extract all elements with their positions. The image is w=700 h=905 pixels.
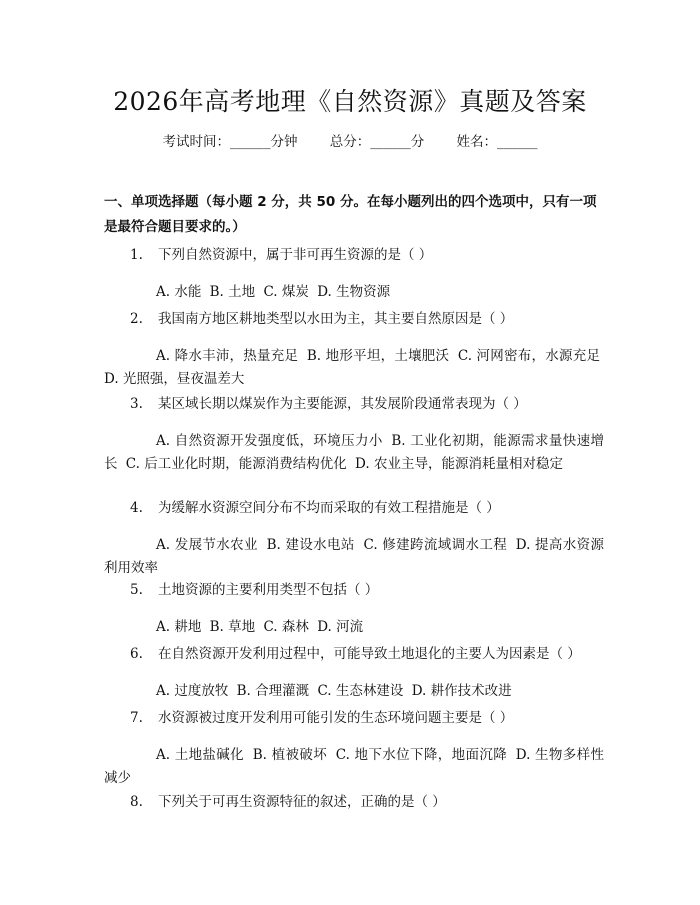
- question-options: [104, 534, 604, 580]
- question-8: [104, 791, 604, 813]
- option-b: B. 工业化初期，能源需求量快速增长: [104, 433, 604, 472]
- option-b: B. 建设水电站: [266, 537, 355, 553]
- option-b: B. 草地: [209, 619, 256, 635]
- question-number: 3.: [130, 396, 143, 412]
- option-a: A. 发展节水农业: [156, 537, 258, 553]
- question-stem: [104, 244, 604, 266]
- option-b: B. 合理灌溉: [236, 683, 310, 699]
- question-text: 土地资源的主要利用类型不包括（ ）: [158, 582, 379, 598]
- total-score: 总分：______分: [329, 134, 425, 150]
- option-d: D. 提高水资源利用效率: [104, 537, 605, 576]
- section-heading: 一、单项选择题（每小题 2 分，共 50 分。在每小题列出的四个选项中，只有一项是最符合题目要求的。）: [104, 194, 597, 235]
- question-2: [104, 308, 604, 391]
- question-3: [104, 393, 604, 476]
- option-c: C. 生态林建设: [317, 683, 404, 699]
- question-options: [104, 616, 604, 639]
- page-title: 2026年高考地理《自然资源》真题及答案: [113, 87, 587, 116]
- option-a: A. 自然资源开发强度低，环境压力小: [156, 433, 383, 449]
- question-number: 6.: [130, 646, 143, 662]
- question-options: [104, 744, 604, 790]
- question-stem: [104, 643, 604, 665]
- question-number: 1.: [130, 247, 143, 263]
- option-c: C. 修建跨流域调水工程: [363, 537, 508, 553]
- question-stem: [104, 707, 604, 729]
- option-b: B. 地形平坦，土壤肥沃: [306, 348, 450, 364]
- question-options: [104, 345, 604, 391]
- question-number: 4.: [130, 500, 143, 516]
- option-c: C. 森林: [263, 619, 309, 635]
- question-text: 我国南方地区耕地类型以水田为主，其主要自然原因是（ ）: [158, 311, 514, 327]
- question-stem: [104, 393, 604, 415]
- question-6: [104, 643, 604, 703]
- option-d: D. 河流: [317, 619, 364, 635]
- question-text: 某区域长期以煤炭作为主要能源，其发展阶段通常表现为（ ）: [158, 396, 527, 412]
- question-stem: [104, 497, 604, 519]
- question-stem: [104, 791, 604, 813]
- option-a: A. 过度放牧: [156, 683, 229, 699]
- option-c: C. 后工业化时期，能源消费结构优化: [125, 456, 347, 472]
- question-options: [104, 430, 604, 476]
- option-d: D. 农业主导，能源消耗量相对稳定: [355, 456, 563, 472]
- question-number: 2.: [130, 311, 143, 327]
- option-d: D. 生物资源: [317, 284, 391, 300]
- option-a: A. 土地盐碱化: [156, 747, 245, 763]
- question-options: [104, 680, 604, 703]
- student-name: 姓名：______: [456, 134, 538, 150]
- question-stem: [104, 579, 604, 601]
- question-options: [104, 281, 604, 304]
- option-a: A. 降水丰沛，热量充足: [156, 348, 299, 364]
- option-b: B. 植被破坏: [252, 747, 328, 763]
- option-a: A. 耕地: [156, 619, 202, 635]
- option-b: B. 土地: [209, 284, 256, 300]
- exam-meta: [0, 130, 700, 150]
- question-text: 为缓解水资源空间分布不均而采取的有效工程措施是（ ）: [158, 500, 500, 516]
- option-c: C. 煤炭: [263, 284, 309, 300]
- question-text: 下列自然资源中，属于非可再生资源的是（ ）: [158, 247, 433, 263]
- option-d: D. 生物多样性减少: [104, 747, 605, 786]
- question-stem: [104, 308, 604, 330]
- option-d: D. 光照强，昼夜温差大: [104, 371, 245, 387]
- option-a: A. 水能: [156, 284, 202, 300]
- question-text: 在自然资源开发利用过程中，可能导致土地退化的主要人为因素是（ ）: [158, 646, 581, 662]
- question-number: 5.: [130, 582, 143, 598]
- question-4: [104, 497, 604, 580]
- question-5: [104, 579, 604, 639]
- question-1: [104, 244, 604, 304]
- question-text: 下列关于可再生资源特征的叙述，正确的是（ ）: [158, 794, 446, 810]
- question-7: [104, 707, 604, 790]
- question-number: 7.: [130, 710, 143, 726]
- question-text: 水资源被过度开发利用可能引发的生态环境问题主要是（ ）: [158, 710, 514, 726]
- option-c: C. 地下水位下降，地面沉降: [335, 747, 508, 763]
- option-d: D. 耕作技术改进: [411, 683, 512, 699]
- question-number: 8.: [130, 794, 143, 810]
- option-c: C. 河网密布，水源充足: [457, 348, 600, 364]
- exam-time: 考试时间：______分钟: [162, 134, 298, 150]
